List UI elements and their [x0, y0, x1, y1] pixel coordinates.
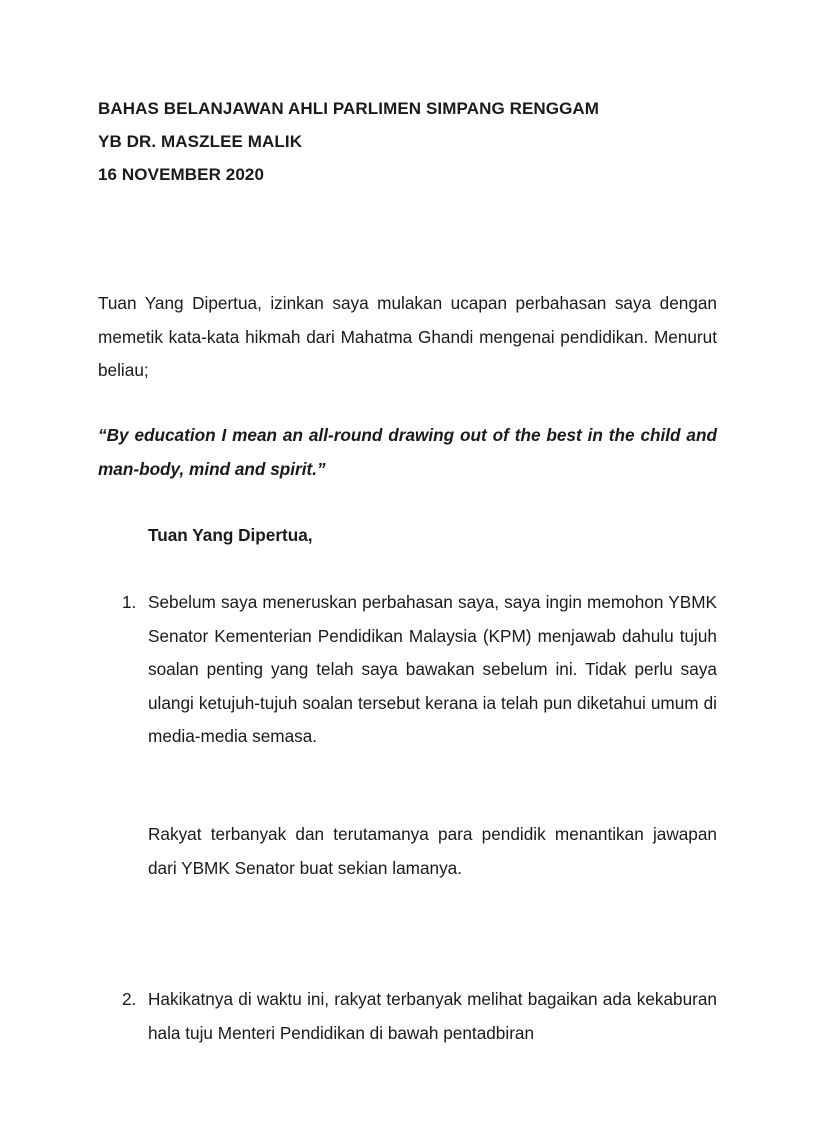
item-number: 1. — [122, 592, 137, 612]
intro-paragraph: Tuan Yang Dipertua, izinkan saya mulakan ucapan perbahasan saya dengan memetik kata-kata hikmah dari Mahatma Ghandi mengenai pendidikan. Menurut beliau; — [98, 293, 717, 380]
document-header — [98, 92, 738, 191]
speaker-name: YB DR. MASZLEE MALIK — [98, 132, 303, 151]
gandhi-quote: “By education I mean an all-round drawing out of the best in the child and man-body, mind and spirit.” — [98, 425, 717, 479]
salutation: Tuan Yang Dipertua, — [148, 525, 313, 545]
document-title: BAHAS BELANJAWAN AHLI PARLIMEN SIMPANG RENGGAM — [98, 99, 600, 118]
item-text: Hakikatnya di waktu ini, rakyat terbanyak melihat bagaikan ada kekaburan hala tuju Menteri Pendidikan di bawah pentadbiran — [148, 989, 717, 1043]
item-text: Sebelum saya meneruskan perbahasan saya, saya ingin memohon YBMK Senator Kementerian Pendidikan Malaysia (KPM) menjawab dahulu tujuh soalan penting yang telah saya bawakan sebelum ini. Tidak perlu saya ulangi ketujuh-tujuh soalan tersebut kerana ia telah pun diketahui umum di media-media semasa. — [148, 592, 717, 746]
document-date: 16 NOVEMBER 2020 — [98, 165, 265, 184]
item-1-subparagraph: Rakyat terbanyak dan terutamanya para pendidik menantikan jawapan dari YBMK Senator buat sekian lamanya. — [148, 824, 717, 878]
item-number: 2. — [122, 989, 137, 1009]
